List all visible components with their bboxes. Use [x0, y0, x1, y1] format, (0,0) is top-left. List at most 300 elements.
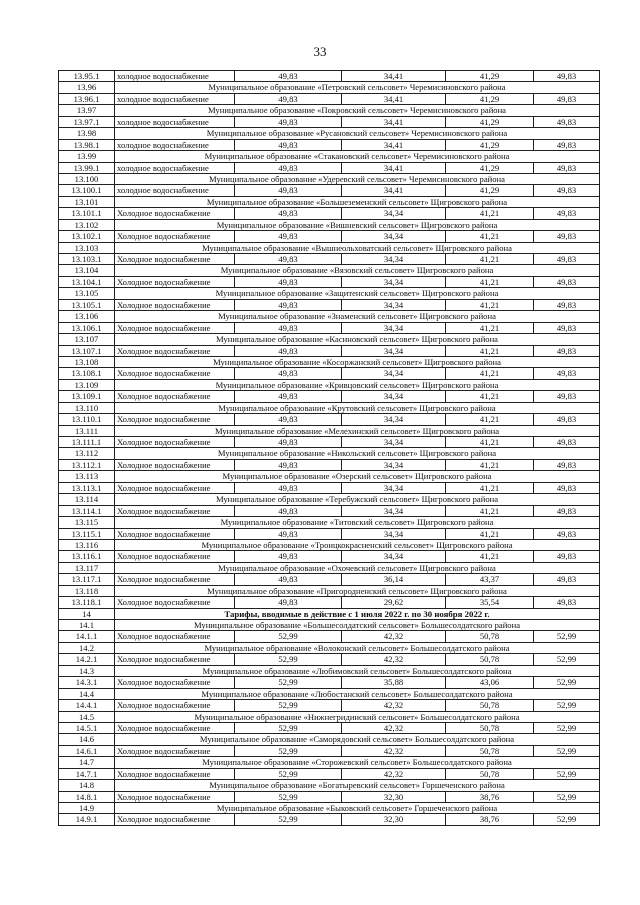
municipality-title: Муниципальное образование «Петровский сельсовет» Черемисиновского района [115, 82, 600, 92]
municipality-header-row [59, 540, 600, 551]
tariff-value-2: 29,62 [342, 597, 446, 607]
row-number: 14.5 [59, 712, 115, 722]
tariff-row [59, 574, 600, 585]
row-number: 13.102 [59, 220, 115, 230]
tariff-value-4: 49,83 [534, 391, 600, 401]
tariff-value-2: 36,14 [342, 574, 446, 584]
service-name: Холодное водоснабжение [115, 437, 235, 447]
tariff-value-2: 34,34 [342, 277, 446, 287]
tariff-value-2: 32,30 [342, 792, 446, 802]
row-number: 14.2 [59, 643, 115, 653]
service-name: Холодное водоснабжение [115, 346, 235, 356]
row-number: 13.109 [59, 380, 115, 390]
row-number: 13.114.1 [59, 506, 115, 516]
tariff-value-1: 52,99 [235, 769, 342, 779]
tariff-value-4: 52,99 [534, 746, 600, 756]
tariff-value-3: 41,21 [446, 414, 534, 424]
tariff-row [59, 723, 600, 734]
service-name: холодное водоснабжение [115, 185, 235, 195]
municipality-header-row [59, 643, 600, 654]
tariff-value-3: 41,21 [446, 483, 534, 493]
tariff-row [59, 71, 600, 82]
tariff-value-3: 41,21 [446, 551, 534, 561]
tariff-value-1: 49,83 [235, 437, 342, 447]
tariff-value-4: 52,99 [534, 654, 600, 664]
service-name: Холодное водоснабжение [115, 654, 235, 664]
tariff-value-1: 49,83 [235, 414, 342, 424]
municipality-title: Муниципальное образование «Титовский сельсовет» Щигровского района [115, 517, 600, 527]
tariff-value-4: 49,83 [534, 346, 600, 356]
tariff-value-2: 34,34 [342, 208, 446, 218]
section-title: Тарифы, вводимые в действие с 1 июля 2022 г. по 30 ноября 2022 г. [115, 609, 600, 619]
tariff-value-4: 49,83 [534, 574, 600, 584]
tariff-value-3: 41,21 [446, 460, 534, 470]
tariff-value-1: 49,83 [235, 460, 342, 470]
tariff-value-1: 49,83 [235, 346, 342, 356]
tariff-value-1: 49,83 [235, 506, 342, 516]
tariff-value-1: 49,83 [235, 71, 342, 81]
municipality-header-row [59, 689, 600, 700]
row-number: 13.113 [59, 471, 115, 481]
row-number: 13.98.1 [59, 140, 115, 150]
municipality-title: Муниципальное образование «Любимовский сельсовет» Большесолдатского района [115, 666, 600, 676]
tariff-value-3: 38,76 [446, 814, 534, 824]
tariff-row [59, 483, 600, 494]
tariff-value-2: 34,34 [342, 551, 446, 561]
municipality-header-row [59, 197, 600, 208]
tariff-value-2: 42,32 [342, 631, 446, 641]
tariff-value-3: 41,21 [446, 437, 534, 447]
tariff-value-3: 50,78 [446, 746, 534, 756]
municipality-header-row [59, 712, 600, 723]
municipality-header-row [59, 426, 600, 437]
service-name: Холодное водоснабжение [115, 597, 235, 607]
municipality-title: Муниципальное образование «Удеревский сельсовет» Черемисиновского района [115, 174, 600, 184]
service-name: Холодное водоснабжение [115, 300, 235, 310]
tariff-value-2: 42,32 [342, 746, 446, 756]
tariff-row [59, 208, 600, 219]
municipality-header-row [59, 757, 600, 768]
row-number: 13.112 [59, 448, 115, 458]
municipality-header-row [59, 586, 600, 597]
tariff-row [59, 185, 600, 196]
tariff-row [59, 231, 600, 242]
service-name: Холодное водоснабжение [115, 506, 235, 516]
municipality-title: Муниципальное образование «Покровский сельсовет» Черемисиновского района [115, 105, 600, 115]
tariff-value-4: 49,83 [534, 529, 600, 539]
municipality-header-row [59, 334, 600, 345]
row-number: 13.118 [59, 586, 115, 596]
municipality-title: Муниципальное образование «Охочевский сельсовет» Щигровского района [115, 563, 600, 573]
municipality-header-row [59, 780, 600, 791]
row-number: 14.8 [59, 780, 115, 790]
tariff-row [59, 792, 600, 803]
municipality-header-row [59, 494, 600, 505]
municipality-header-row [59, 128, 600, 139]
service-name: Холодное водоснабжение [115, 460, 235, 470]
tariff-value-4: 49,83 [534, 414, 600, 424]
row-number: 13.118.1 [59, 597, 115, 607]
tariff-value-1: 52,99 [235, 700, 342, 710]
tariff-value-1: 49,83 [235, 163, 342, 173]
municipality-title: Муниципальное образование «Быковский сельсовет» Горшеченского района [115, 803, 600, 813]
municipality-header-row [59, 620, 600, 631]
tariff-value-1: 52,99 [235, 677, 342, 687]
tariff-row [59, 437, 600, 448]
municipality-header-row [59, 311, 600, 322]
tariff-value-3: 50,78 [446, 631, 534, 641]
service-name: Холодное водоснабжение [115, 483, 235, 493]
tariff-value-4: 52,99 [534, 631, 600, 641]
tariff-value-3: 41,21 [446, 208, 534, 218]
service-name: Холодное водоснабжение [115, 391, 235, 401]
page-number: 33 [313, 44, 327, 59]
service-name: холодное водоснабжение [115, 117, 235, 127]
tariff-value-3: 43,06 [446, 677, 534, 687]
row-number: 14.3.1 [59, 677, 115, 687]
municipality-title: Муниципальное образование «Крутовский сельсовет» Щигровского района [115, 403, 600, 413]
municipality-header-row [59, 265, 600, 276]
row-number: 13.110 [59, 403, 115, 413]
tariff-value-1: 49,83 [235, 597, 342, 607]
municipality-header-row [59, 357, 600, 368]
tariff-value-1: 52,99 [235, 746, 342, 756]
service-name: Холодное водоснабжение [115, 231, 235, 241]
tariff-value-4: 49,83 [534, 597, 600, 607]
tariff-row [59, 597, 600, 608]
tariff-row [59, 163, 600, 174]
tariff-value-2: 42,32 [342, 654, 446, 664]
row-number: 14.1.1 [59, 631, 115, 641]
tariff-value-4: 52,99 [534, 769, 600, 779]
tariff-value-4: 49,83 [534, 231, 600, 241]
tariff-value-3: 41,29 [446, 185, 534, 195]
row-number: 14.6.1 [59, 746, 115, 756]
row-number: 13.113.1 [59, 483, 115, 493]
row-number: 14.7.1 [59, 769, 115, 779]
tariff-value-2: 34,34 [342, 231, 446, 241]
row-number: 13.96 [59, 82, 115, 92]
tariff-value-4: 49,83 [534, 94, 600, 104]
row-number: 13.117.1 [59, 574, 115, 584]
service-name: холодное водоснабжение [115, 140, 235, 150]
tariff-row [59, 506, 600, 517]
tariff-row [59, 254, 600, 265]
tariff-value-2: 42,32 [342, 700, 446, 710]
tariff-value-1: 49,83 [235, 185, 342, 195]
tariff-value-2: 32,30 [342, 814, 446, 824]
service-name: Холодное водоснабжение [115, 631, 235, 641]
row-number: 13.107.1 [59, 346, 115, 356]
tariff-row [59, 654, 600, 665]
municipality-title: Муниципальное образование «Озерский сельсовет» Щигровского района [115, 471, 600, 481]
row-number: 13.100 [59, 174, 115, 184]
row-number: 13.101.1 [59, 208, 115, 218]
tariff-value-3: 35,54 [446, 597, 534, 607]
row-number: 13.101 [59, 197, 115, 207]
tariff-value-1: 49,83 [235, 551, 342, 561]
service-name: Холодное водоснабжение [115, 792, 235, 802]
row-number: 14.7 [59, 757, 115, 767]
tariff-value-2: 34,34 [342, 529, 446, 539]
tariff-value-1: 49,83 [235, 574, 342, 584]
municipality-title: Муниципальное образование «Вишневский сельсовет» Щигровского района [115, 220, 600, 230]
tariff-value-2: 35,88 [342, 677, 446, 687]
tariff-row [59, 700, 600, 711]
tariff-row [59, 460, 600, 471]
service-name: Холодное водоснабжение [115, 208, 235, 218]
row-number: 13.117 [59, 563, 115, 573]
row-number: 13.105.1 [59, 300, 115, 310]
tariff-row [59, 414, 600, 425]
row-number: 13.111 [59, 426, 115, 436]
tariff-value-1: 49,83 [235, 140, 342, 150]
section-header-row [59, 609, 600, 620]
municipality-title: Муниципальное образование «Защитенский сельсовет» Щигровского района [115, 288, 600, 298]
tariff-value-3: 41,21 [446, 346, 534, 356]
row-number: 14 [59, 609, 115, 619]
tariff-value-4: 52,99 [534, 723, 600, 733]
municipality-header-row [59, 517, 600, 528]
tariff-value-2: 42,32 [342, 723, 446, 733]
tariff-value-4: 49,83 [534, 437, 600, 447]
row-number: 13.111.1 [59, 437, 115, 447]
municipality-header-row [59, 288, 600, 299]
tariff-value-3: 41,29 [446, 163, 534, 173]
municipality-title: Муниципальное образование «Большесолдатский сельсовет» Большесолдатского района [115, 620, 600, 630]
tariff-value-1: 49,83 [235, 94, 342, 104]
municipality-title: Муниципальное образование «Кривцовский сельсовет» Щигровского района [115, 380, 600, 390]
municipality-title: Муниципальное образование «Волоконский сельсовет» Большесолдатского района [115, 643, 600, 653]
row-number: 14.6 [59, 734, 115, 744]
row-number: 14.5.1 [59, 723, 115, 733]
row-number: 14.1 [59, 620, 115, 630]
row-number: 13.108 [59, 357, 115, 367]
tariff-value-4: 52,99 [534, 792, 600, 802]
tariff-value-1: 49,83 [235, 483, 342, 493]
service-name: Холодное водоснабжение [115, 551, 235, 561]
tariff-value-1: 52,99 [235, 631, 342, 641]
tariff-value-1: 49,83 [235, 391, 342, 401]
row-number: 13.107 [59, 334, 115, 344]
service-name: Холодное водоснабжение [115, 254, 235, 264]
row-number: 13.99.1 [59, 163, 115, 173]
municipality-title: Муниципальное образование «Стакановский сельсовет» Черемисиновского района [115, 151, 600, 161]
tariff-row [59, 117, 600, 128]
tariff-row [59, 677, 600, 688]
row-number: 13.105 [59, 288, 115, 298]
tariff-value-3: 41,21 [446, 529, 534, 539]
tariff-value-2: 34,41 [342, 185, 446, 195]
service-name: Холодное водоснабжение [115, 414, 235, 424]
tariff-value-4: 49,83 [534, 551, 600, 561]
municipality-header-row [59, 734, 600, 745]
tariff-value-2: 34,34 [342, 368, 446, 378]
tariff-value-4: 49,83 [534, 277, 600, 287]
tariff-value-1: 52,99 [235, 792, 342, 802]
tariff-value-3: 50,78 [446, 700, 534, 710]
tariff-value-1: 49,83 [235, 529, 342, 539]
municipality-title: Муниципальное образование «Никольский сельсовет» Щигровского района [115, 448, 600, 458]
tariff-row [59, 140, 600, 151]
tariff-value-2: 34,41 [342, 140, 446, 150]
tariff-value-1: 49,83 [235, 368, 342, 378]
tariff-value-4: 49,83 [534, 140, 600, 150]
tariff-value-2: 34,34 [342, 414, 446, 424]
municipality-title: Муниципальное образование «Косоржанский сельсовет» Щигровского района [115, 357, 600, 367]
tariff-row [59, 323, 600, 334]
row-number: 13.98 [59, 128, 115, 138]
tariff-value-4: 49,83 [534, 185, 600, 195]
tariff-value-4: 49,83 [534, 460, 600, 470]
tariff-value-4: 49,83 [534, 323, 600, 333]
tariff-row [59, 346, 600, 357]
service-name: Холодное водоснабжение [115, 529, 235, 539]
tariff-table [58, 70, 600, 826]
tariff-value-4: 49,83 [534, 163, 600, 173]
tariff-value-3: 41,21 [446, 254, 534, 264]
tariff-value-3: 41,21 [446, 323, 534, 333]
municipality-header-row [59, 471, 600, 482]
tariff-value-2: 34,34 [342, 300, 446, 310]
tariff-value-2: 34,34 [342, 323, 446, 333]
municipality-title: Муниципальное образование «Касиновский сельсовет» Щигровского района [115, 334, 600, 344]
municipality-title: Муниципальное образование «Нижнегридинский сельсовет» Большесолдатского района [115, 712, 600, 722]
row-number: 13.112.1 [59, 460, 115, 470]
row-number: 13.95.1 [59, 71, 115, 81]
tariff-value-3: 50,78 [446, 654, 534, 664]
tariff-value-2: 34,41 [342, 163, 446, 173]
row-number: 13.106 [59, 311, 115, 321]
municipality-title: Муниципальное образование «Мелехинский сельсовет» Щигровского района [115, 426, 600, 436]
service-name: Холодное водоснабжение [115, 723, 235, 733]
row-number: 13.110.1 [59, 414, 115, 424]
row-number: 14.9 [59, 803, 115, 813]
municipality-title: Муниципальное образование «Большеземенский сельсовет» Щигровского района [115, 197, 600, 207]
municipality-header-row [59, 174, 600, 185]
tariff-value-1: 52,99 [235, 723, 342, 733]
municipality-title: Муниципальное образование «Русановский сельсовет» Черемисиновского района [115, 128, 600, 138]
tariff-value-3: 41,21 [446, 300, 534, 310]
tariff-value-3: 41,21 [446, 391, 534, 401]
municipality-header-row [59, 803, 600, 814]
service-name: Холодное водоснабжение [115, 323, 235, 333]
tariff-value-4: 52,99 [534, 677, 600, 687]
service-name: Холодное водоснабжение [115, 746, 235, 756]
tariff-row [59, 277, 600, 288]
service-name: Холодное водоснабжение [115, 814, 235, 824]
municipality-header-row [59, 243, 600, 254]
tariff-row [59, 631, 600, 642]
tariff-value-1: 49,83 [235, 323, 342, 333]
tariff-row [59, 529, 600, 540]
row-number: 13.114 [59, 494, 115, 504]
tariff-value-2: 34,34 [342, 460, 446, 470]
municipality-header-row [59, 151, 600, 162]
tariff-value-2: 34,41 [342, 71, 446, 81]
tariff-row [59, 769, 600, 780]
municipality-title: Муниципальное образование «Любостанский сельсовет» Большесолдатского района [115, 689, 600, 699]
tariff-row [59, 368, 600, 379]
service-name: Холодное водоснабжение [115, 368, 235, 378]
tariff-value-1: 49,83 [235, 254, 342, 264]
tariff-value-3: 41,29 [446, 94, 534, 104]
row-number: 13.96.1 [59, 94, 115, 104]
tariff-value-4: 52,99 [534, 814, 600, 824]
tariff-value-1: 49,83 [235, 300, 342, 310]
tariff-row [59, 814, 600, 825]
municipality-title: Муниципальное образование «Вязовский сельсовет» Щигровского района [115, 265, 600, 275]
tariff-value-1: 52,99 [235, 814, 342, 824]
row-number: 13.97.1 [59, 117, 115, 127]
tariff-value-2: 34,41 [342, 94, 446, 104]
municipality-header-row [59, 563, 600, 574]
municipality-header-row [59, 82, 600, 93]
tariff-value-4: 49,83 [534, 506, 600, 516]
tariff-value-3: 41,29 [446, 117, 534, 127]
tariff-value-3: 38,76 [446, 792, 534, 802]
tariff-row [59, 391, 600, 402]
row-number: 13.106.1 [59, 323, 115, 333]
tariff-value-3: 41,21 [446, 506, 534, 516]
municipality-title: Муниципальное образование «Сторожевский сельсовет» Большесолдатского района [115, 757, 600, 767]
row-number: 13.115 [59, 517, 115, 527]
tariff-value-2: 34,34 [342, 254, 446, 264]
tariff-value-3: 41,29 [446, 140, 534, 150]
municipality-title: Муниципальное образование «Знаменский сельсовет» Щигровского района [115, 311, 600, 321]
service-name: холодное водоснабжение [115, 94, 235, 104]
tariff-value-4: 52,99 [534, 700, 600, 710]
service-name: Холодное водоснабжение [115, 677, 235, 687]
municipality-title: Муниципальное образование «Теребужский сельсовет» Щигровского района [115, 494, 600, 504]
tariff-value-2: 34,34 [342, 391, 446, 401]
row-number: 14.3 [59, 666, 115, 676]
tariff-value-2: 34,34 [342, 346, 446, 356]
tariff-value-3: 41,29 [446, 71, 534, 81]
municipality-header-row [59, 448, 600, 459]
row-number: 13.104 [59, 265, 115, 275]
municipality-header-row [59, 666, 600, 677]
tariff-value-2: 34,34 [342, 483, 446, 493]
municipality-header-row [59, 380, 600, 391]
row-number: 13.99 [59, 151, 115, 161]
tariff-value-2: 34,34 [342, 506, 446, 516]
row-number: 13.103 [59, 243, 115, 253]
tariff-row [59, 94, 600, 105]
tariff-value-4: 49,83 [534, 71, 600, 81]
row-number: 13.116.1 [59, 551, 115, 561]
tariff-row [59, 300, 600, 311]
service-name: Холодное водоснабжение [115, 700, 235, 710]
tariff-row [59, 551, 600, 562]
tariff-value-3: 50,78 [446, 769, 534, 779]
tariff-value-2: 42,32 [342, 769, 446, 779]
municipality-title: Муниципальное образование «Троицкокрасненский сельсовет» Щигровского района [115, 540, 600, 550]
service-name: холодное водоснабжение [115, 163, 235, 173]
municipality-title: Муниципальное образование «Саморядовский сельсовет» Большесолдатского района [115, 734, 600, 744]
row-number: 13.109.1 [59, 391, 115, 401]
tariff-value-3: 41,21 [446, 231, 534, 241]
row-number: 14.2.1 [59, 654, 115, 664]
tariff-value-3: 43,37 [446, 574, 534, 584]
tariff-value-1: 49,83 [235, 277, 342, 287]
municipality-title: Муниципальное образование «Вышнеольховатский сельсовет» Щигровского района [115, 243, 600, 253]
row-number: 14.4 [59, 689, 115, 699]
tariff-value-4: 49,83 [534, 254, 600, 264]
tariff-value-4: 49,83 [534, 300, 600, 310]
row-number: 13.103.1 [59, 254, 115, 264]
service-name: Холодное водоснабжение [115, 574, 235, 584]
